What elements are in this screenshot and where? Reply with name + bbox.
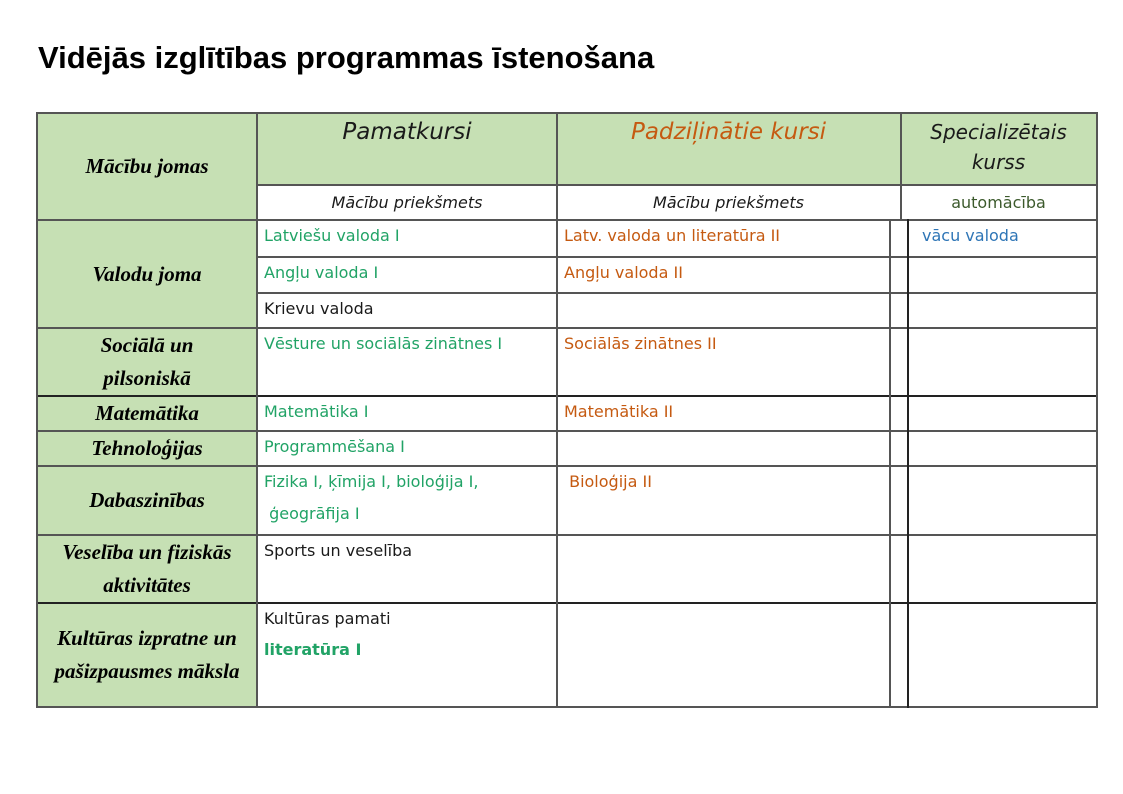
advanced-anglu: Angļu valoda II xyxy=(564,263,683,282)
domain-matematika xyxy=(37,396,257,431)
subheader-spec xyxy=(900,185,1097,220)
header-specializetais xyxy=(900,113,1097,185)
advanced-matematika: Matemātika II xyxy=(564,402,674,421)
header-domain-cell xyxy=(37,113,257,220)
domain-socialā xyxy=(37,328,257,396)
grid-line xyxy=(36,112,38,708)
grid-line xyxy=(37,602,1098,604)
domain-valodu xyxy=(37,220,257,328)
grid-line xyxy=(556,112,558,708)
header-pamatkursi-label: Pamatkursi xyxy=(342,119,472,145)
grid-line xyxy=(37,465,1098,467)
header-pamatkursi xyxy=(257,113,557,185)
domain-label: Sociālā un pilsoniskā xyxy=(100,333,194,390)
domain-kultura xyxy=(37,603,257,707)
basic-anglu: Angļu valoda I xyxy=(264,263,379,282)
page-title: Vidējās izglītības programmas īstenošana xyxy=(38,40,655,75)
basic-krievu: Krievu valoda xyxy=(264,299,374,318)
header-specializetais-label: Specializētais kurss xyxy=(930,120,1067,174)
header-domain-label: Mācību jomas xyxy=(85,154,209,178)
basic-sports: Sports un veselība xyxy=(264,541,413,560)
domain-dabazinibas xyxy=(37,466,257,535)
basic-matematika: Matemātika I xyxy=(264,402,369,421)
grid-line xyxy=(889,219,891,708)
domain-label: Dabaszinības xyxy=(89,488,205,512)
advanced-biologija: Bioloģija II xyxy=(564,472,652,491)
basic-programmesana: Programmēšana I xyxy=(264,437,405,456)
basic-kultura-line1: Kultūras pamati xyxy=(264,609,391,628)
grid-line xyxy=(37,534,1098,536)
subheader-pamat xyxy=(257,185,557,220)
advanced-socialas: Sociālās zinātnes II xyxy=(564,334,717,353)
grid-line xyxy=(37,706,1098,708)
grid-line xyxy=(37,430,1098,432)
domain-label: Kultūras izpratne un pašizpausmes māksla xyxy=(54,626,240,683)
header-padzilinatie xyxy=(557,113,900,185)
advanced-latv: Latv. valoda un literatūra II xyxy=(564,226,781,245)
subheader-padz xyxy=(557,185,900,220)
basic-latviesu: Latviešu valoda I xyxy=(264,226,400,245)
grid-line xyxy=(900,112,902,220)
domain-label: Tehnoloģijas xyxy=(91,436,203,460)
domain-label: Veselība un fiziskās aktivitātes xyxy=(62,540,232,597)
subheader-pamat-label: Mācību priekšmets xyxy=(331,193,483,212)
domain-veseliba xyxy=(37,535,257,603)
basic-vesture: Vēsture un sociālās zinātnes I xyxy=(264,334,503,353)
grid-line xyxy=(256,112,258,708)
subheader-padz-label: Mācību priekšmets xyxy=(653,193,804,212)
header-padzilinatie-label: Padziļinātie kursi xyxy=(630,119,827,145)
domain-label: Valodu joma xyxy=(92,261,202,286)
grid-line xyxy=(907,219,909,708)
special-vacu: vācu valoda xyxy=(922,226,1019,245)
basic-kultura-line2: literatūra I xyxy=(264,640,362,659)
grid-line xyxy=(1096,112,1098,708)
basic-dabaszinibas xyxy=(257,466,557,535)
basic-dabaszinibas-line2: ģeogrāfija I xyxy=(264,504,360,523)
basic-dabaszinibas-line1: Fizika I, ķīmija I, bioloģija I, xyxy=(264,472,479,491)
domain-label: Matemātika xyxy=(95,401,199,425)
grid-line xyxy=(257,256,1098,258)
domain-tehnologijas xyxy=(37,431,257,466)
grid-line xyxy=(37,395,1098,397)
subheader-spec-label: automācība xyxy=(951,193,1046,212)
grid-line xyxy=(37,327,1098,329)
grid-line xyxy=(37,219,1098,221)
basic-kultura xyxy=(257,603,557,707)
grid-line xyxy=(257,292,1098,294)
grid-line xyxy=(257,184,1098,186)
grid-line xyxy=(37,112,1098,114)
